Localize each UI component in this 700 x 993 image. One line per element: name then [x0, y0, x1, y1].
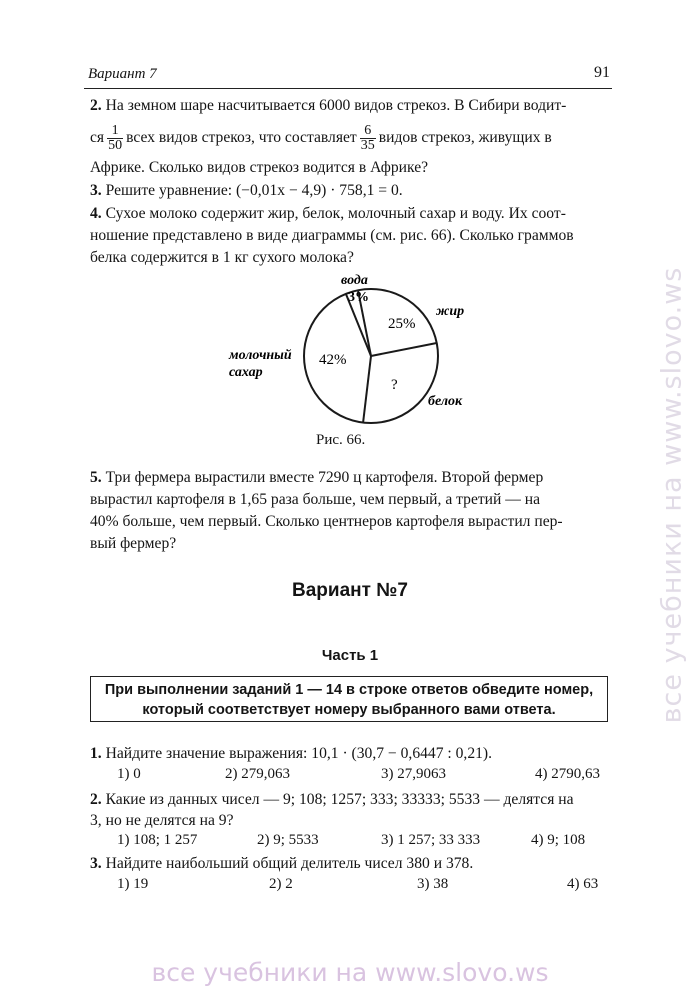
answer-option[interactable]: 1) 108; 1 257: [117, 832, 198, 848]
slice-border-3: [363, 356, 371, 423]
answer-option[interactable]: 2) 279,063: [225, 766, 290, 782]
fraction-1-50: [107, 124, 123, 153]
answer-option[interactable]: 3) 27,9063: [381, 766, 446, 782]
instruction-line-2: который соответствует номеру выбранного вами ответа.: [142, 702, 556, 718]
slice-border-2: [371, 343, 437, 356]
pie-slice-borders: [346, 290, 437, 422]
task-number: 5.: [90, 469, 102, 486]
label-zhir: жир: [436, 304, 465, 319]
milk-composition-pie-chart: [220, 268, 490, 430]
task-text: ся: [90, 129, 105, 147]
answer-option[interactable]: 1) 19: [117, 876, 149, 892]
instruction-line-1: При выполнении заданий 1 — 14 в строке ответов обведите номер,: [104, 682, 594, 698]
slice-value-belok: ?: [391, 377, 398, 393]
task-2-options: [117, 832, 612, 854]
answer-option[interactable]: 3) 38: [417, 876, 449, 892]
answer-option[interactable]: 1) 0: [117, 766, 141, 782]
bottom-watermark: все учебники на www.slovo.ws: [151, 958, 549, 987]
prev-task-5-line-2: вырастил картофеля в 1,65 раза больше, чем первый, а третий — на: [90, 491, 541, 508]
fraction-numerator: 1: [107, 124, 123, 139]
answer-option[interactable]: 2) 2: [269, 876, 293, 892]
label-belok: белок: [428, 394, 463, 409]
prev-task-2-line-3: Африке. Сколько видов стрекоз водится в Африке?: [90, 159, 429, 176]
prev-task-5-line-4: вый фермер?: [90, 535, 177, 552]
task-number: 3.: [90, 855, 102, 872]
side-watermark: все учебники на www.slovo.ws: [656, 266, 688, 724]
fraction-6-35: [360, 124, 376, 153]
answer-option[interactable]: 4) 9; 108: [531, 832, 586, 848]
instruction-box: [90, 676, 608, 722]
task-number: 2.: [90, 97, 102, 114]
answer-option[interactable]: 4) 2790,63: [535, 766, 600, 782]
page-number: 91: [594, 64, 610, 81]
task-text: всех видов стрекоз, что составляет: [126, 129, 357, 147]
fraction-denominator: 35: [360, 138, 375, 153]
task-text: Три фермера вырастили вместе 7290 ц картофеля. Второй фермер: [105, 469, 544, 486]
task-1-text: [90, 743, 612, 765]
task-3-text: [90, 853, 612, 875]
task-text: видов стрекоз, живущих в: [378, 129, 552, 147]
prev-task-5-line-1: [90, 467, 612, 489]
task-number: 3.: [90, 182, 102, 199]
fraction-denominator: 50: [108, 138, 123, 153]
label-sugar-line-1: молочный: [229, 348, 292, 363]
answer-option[interactable]: 4) 63: [567, 876, 599, 892]
prev-task-4-line-3: белка содержится в 1 кг сухого молока?: [90, 249, 354, 266]
part-title: Часть 1: [321, 647, 379, 664]
fraction-numerator: 6: [360, 124, 376, 139]
task-2-line-2: 3, но не делятся на 9?: [90, 812, 234, 829]
task-text: Найдите наибольший общий делитель чисел 380 и 378.: [105, 855, 474, 872]
prev-task-4-line-1: [90, 203, 612, 225]
task-text: Какие из данных чисел — 9; 108; 1257; 333; 33333; 5533 — делятся на: [105, 791, 574, 808]
task-text: Решите уравнение: (−0,01x − 4,9) · 758,1 = 0.: [105, 182, 403, 199]
header-variant: Вариант 7: [88, 66, 157, 82]
label-sugar-line-2: сахар: [229, 365, 263, 380]
task-number: 2.: [90, 791, 102, 808]
task-2-line-1: [90, 789, 612, 811]
page-header: [84, 64, 612, 89]
task-number: 1.: [90, 745, 102, 762]
answer-option[interactable]: 2) 9; 5533: [257, 832, 319, 848]
prev-task-4-line-2: ношение представлено в виде диаграммы (см. рис. 66). Сколько граммов: [90, 227, 574, 244]
task-text: Сухое молоко содержит жир, белок, молочный сахар и воду. Их соот-: [105, 205, 566, 222]
task-text: Найдите значение выражения: 10,1 · (30,7 − 0,6447 : 0,21).: [105, 745, 493, 762]
label-voda: вода: [341, 273, 368, 288]
variant-title: Вариант №7: [292, 580, 408, 601]
slice-value-sugar: 42%: [319, 352, 347, 368]
answer-option[interactable]: 3) 1 257; 33 333: [381, 832, 481, 848]
task-1-options: [117, 766, 612, 788]
slice-value-zhir: 25%: [388, 316, 416, 332]
task-number: 4.: [90, 205, 102, 222]
slice-value-voda: 3%: [348, 290, 369, 305]
figure-caption: Рис. 66.: [316, 432, 366, 448]
task-text: На земном шаре насчитывается 6000 видов стрекоз. В Сибири водит-: [105, 97, 567, 114]
prev-task-2-line-1: [90, 95, 612, 117]
prev-task-2-line-2: [90, 124, 612, 153]
task-3-options: [117, 876, 612, 898]
prev-task-3: [90, 180, 612, 202]
prev-task-5-line-3: 40% больше, чем первый. Сколько центнеров картофеля вырастил пер-: [90, 513, 563, 530]
